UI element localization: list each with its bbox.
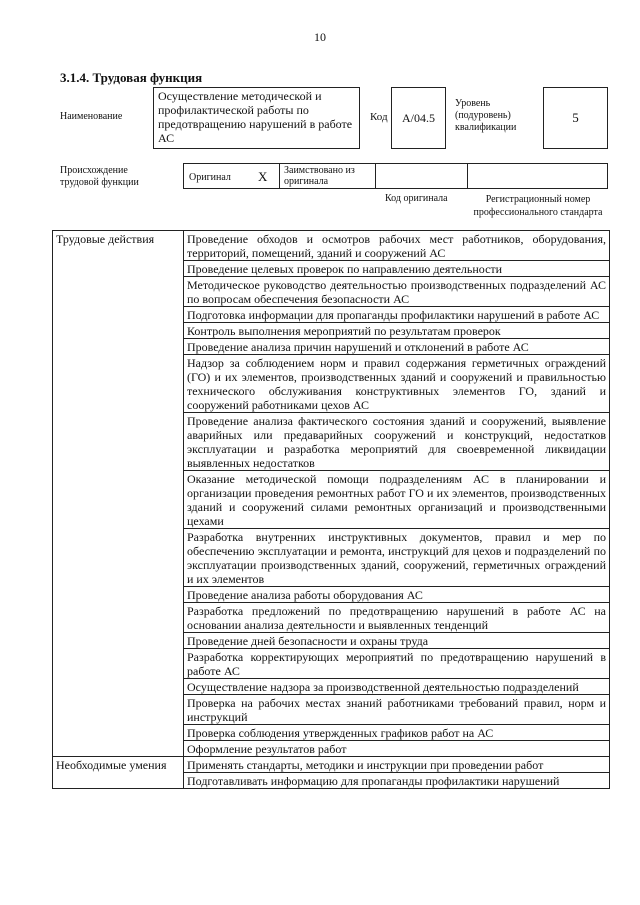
labor-action-item: Разработка предложений по предотвращению нарушений в работе АС на основании анализа деятельности и выявленных тенденций: [184, 603, 610, 633]
labor-action-item: Оформление результатов работ: [184, 741, 610, 757]
borrowed-label: Заимствовано из оригинала: [284, 165, 355, 187]
original-mark: X: [258, 169, 268, 184]
original-label: Оригинал: [189, 172, 231, 183]
labor-action-item: Проведение анализа причин нарушений и отклонений в работе АС: [184, 339, 610, 355]
labor-action-item: Разработка корректирующих мероприятий по предотвращению нарушений в работе АС: [184, 649, 610, 679]
labor-action-item: Проведение анализа работы оборудования АС: [184, 587, 610, 603]
code-label: Код: [370, 111, 388, 123]
name-label: Наименование: [60, 111, 123, 122]
labor-action-item: Надзор за соблюдением норм и правил содержания герметичных ограждений (ГО) и их элементов, производственных зданий и сооружений и правильностью технического обслуживания конструктивных элементов ГО, зданий и сооружений работниками цехов АС: [184, 355, 610, 413]
code-value: A/04.5: [402, 111, 435, 125]
origin-row: [183, 163, 608, 189]
labor-function-table: [52, 230, 610, 789]
level-label: Уровень (подуровень) квалификации: [455, 98, 517, 133]
code-original-label: Код оригинала: [385, 193, 448, 204]
labor-action-item: Проведение дней безопасности и охраны труда: [184, 633, 610, 649]
code-box: [391, 87, 446, 149]
labor-action-item: Контроль выполнения мероприятий по результатам проверок: [184, 323, 610, 339]
skill-row: [53, 757, 610, 773]
origin-label: Происхождение трудовой функции: [60, 165, 139, 188]
original-cell: [184, 164, 280, 188]
level-box: [543, 87, 608, 149]
function-name: Осуществление методической и профилактической работы по предотвращению нарушений в работе АС: [158, 89, 353, 145]
skill-item: Применять стандарты, методики и инструкции при проведении работ: [184, 757, 610, 773]
skill-item: Подготавливать информацию для пропаганды профилактики нарушений: [184, 773, 610, 789]
labor-action-item: Разработка внутренних инструктивных документов, правил и мер по обеспечению эксплуатации и ремонта, инструкций для цехов и подразделений по эксплуатации производственных зданий, сооружений, герметичных ограждений и их элементов: [184, 529, 610, 587]
labor-action-label: Трудовые действия: [53, 231, 184, 757]
labor-action-item: Проверка соблюдения утвержденных графиков работ на АС: [184, 725, 610, 741]
labor-action-item: Проведение анализа фактического состояния зданий и сооружений, выявление аварийных или предаварийных сооружений и конструкций, недостатков эксплуатации и разработка мероприятий для своевременной ликвидации выявленных недостатков: [184, 413, 610, 471]
page-number: 10: [314, 30, 326, 44]
skill-label: Необходимые умения: [53, 757, 184, 789]
labor-action-item: Методическое руководство деятельностью производственных подразделений АС по вопросам обеспечения безопасности АС: [184, 277, 610, 307]
labor-action-item: Проведение обходов и осмотров рабочих мест работников, оборудования, территорий, помещений, зданий и сооружений АС: [184, 231, 610, 261]
labor-action-item: Оказание методической помощи подразделениям АС в планировании и организации проведения ремонтных работ ГО и их элементов, производственных зданий и сооружений силами ремонтных организаций и производственными цехами: [184, 471, 610, 529]
code-original-cell: [376, 164, 468, 188]
section-title: 3.1.4. Трудовая функция: [60, 70, 203, 85]
labor-action-row: [53, 231, 610, 261]
name-box: [153, 87, 360, 149]
labor-action-item: Подготовка информации для пропаганды профилактики нарушений в работе АС: [184, 307, 610, 323]
reg-number-cell: [468, 164, 607, 188]
borrowed-cell: [280, 164, 376, 188]
labor-action-item: Проведение целевых проверок по направлению деятельности: [184, 261, 610, 277]
reg-number-label: Регистрационный номер профессионального стандарта: [473, 194, 603, 218]
labor-action-item: Проверка на рабочих местах знаний работниками требований правил, норм и инструкций: [184, 695, 610, 725]
labor-action-item: Осуществление надзора за производственной деятельностью подразделений: [184, 679, 610, 695]
level-value: 5: [572, 110, 579, 125]
